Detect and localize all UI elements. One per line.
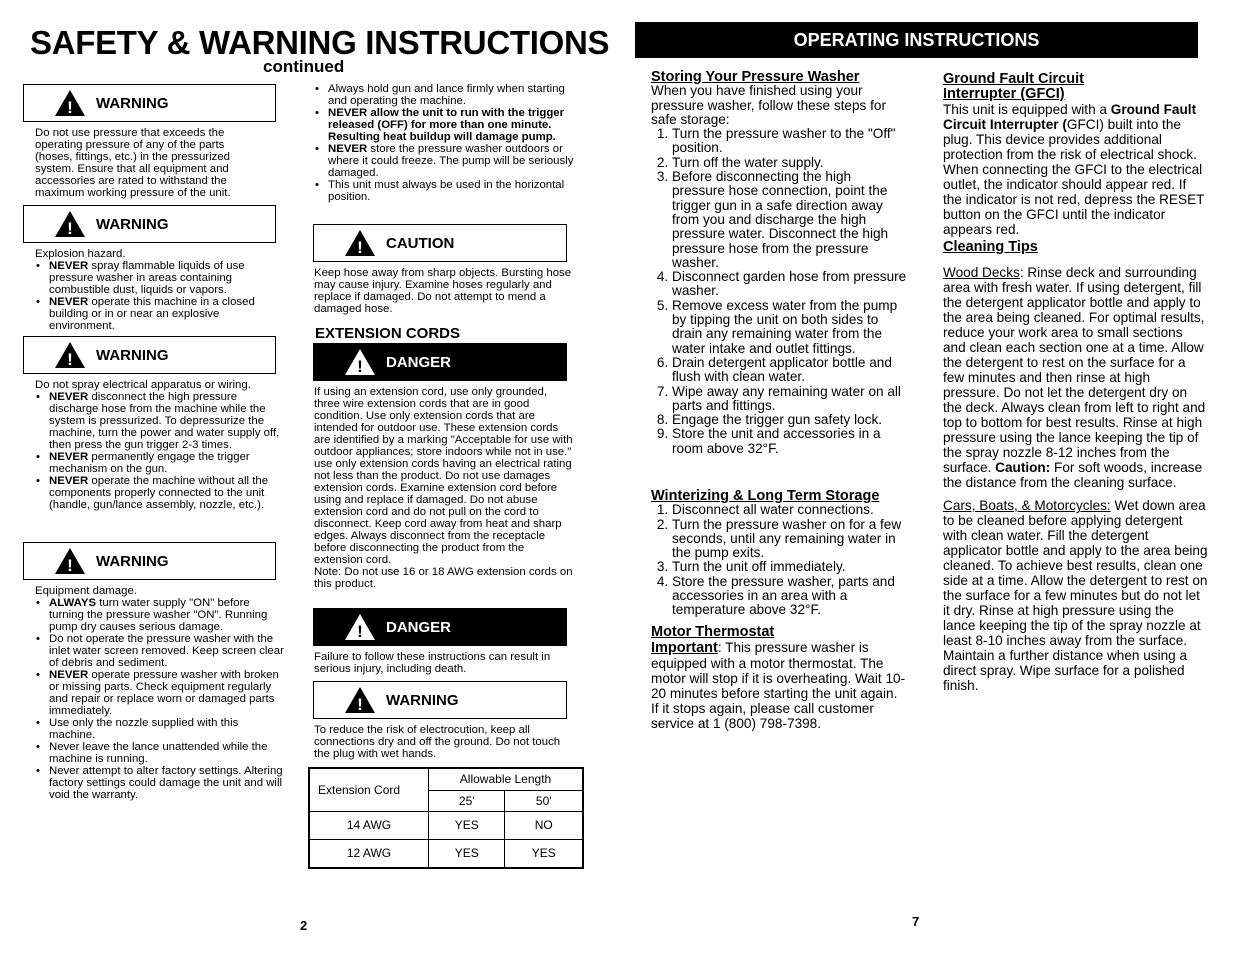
table-header-cord: Extension Cord bbox=[309, 768, 429, 811]
list-item: • Use only the nozzle supplied with this machine. bbox=[49, 717, 285, 741]
caution-box bbox=[313, 224, 567, 262]
list-item: 5. Remove excess water from the pump by tipping the unit on both sides to drain any remaining water from the water intake and outlet fittings. bbox=[672, 299, 907, 356]
warning-triangle-icon bbox=[54, 89, 86, 117]
list-item: 4. Disconnect garden hose from pressure washer. bbox=[672, 270, 907, 299]
table-header-50: 50' bbox=[505, 790, 583, 811]
warning-label: WARNING bbox=[96, 94, 169, 112]
warning-box-3 bbox=[23, 336, 276, 374]
gfci-section: Ground Fault Circuit Interrupter (GFCI) This unit is equipped with a Ground Fault Circuit Interrupter (GFCI) built into the plug. This device provides additional protection from the risk of electrical shock. When connecting the GFCI to the electrical outlet, the indicator should appear red. If the indicator is not red, depress the RESET button on the GFCI until the indicator appears red. bbox=[943, 71, 1205, 237]
list-item: • ALWAYS turn water supply "ON" before turning the pressure washer "ON". Running pump dry causes serious damage. bbox=[49, 597, 285, 633]
warning-triangle-icon bbox=[344, 686, 376, 714]
list-item: • Do not operate the pressure washer with the inlet water screen removed. Keep screen clear of debris and sediment. bbox=[49, 633, 285, 669]
section-heading: Storing Your Pressure Washer bbox=[651, 69, 860, 85]
warning-label: WARNING bbox=[96, 215, 169, 233]
warning-triangle-icon bbox=[344, 613, 376, 641]
list-item: • NEVER operate pressure washer with broken or missing parts. Check equipment regularly and repair or replace worn or damaged parts immediately. bbox=[49, 669, 285, 717]
caution-label: CAUTION bbox=[386, 234, 455, 252]
section-heading: Motor Thermostat bbox=[651, 624, 775, 640]
cleaning-section: Cleaning Tips Wood Decks: Rinse deck and surrounding area with fresh water. If using detergent, fill the detergent applicator bottle and apply to the area being cleaned. For optimal results, reduce your work area to small sections and clean each section one at a time. Allow the detergent to rest on the surface for a few minutes and then rinse at high pressure. Do not let the detergent dry on the deck. Always clean from left to right and top to bottom for best results. Rinse at high pressure using the lance keeping the tip of the spray nozzle 8-12 inches from the surface. Caution: For soft woods, increase the distance from the cleaning surface. Cars, Boats, & Motorcycles: Wet down area to be cleaned before applying detergent with clean water. Fill the detergent applicator bottle and apply to the area being cleaned. To achieve best results, clean one side at a time. Allow the detergent to rest on the surface for a few minutes but do not let it dry. Rinse at high pressure using the lance keeping the tip of the spray nozzle at least 8-10 inches away from the surface. Maintain a further distance when using a direct spray. Wipe surface for a polished finish. bbox=[943, 239, 1208, 693]
list-item: 6. Drain detergent applicator bottle and flush with clean water. bbox=[672, 356, 907, 385]
svg-text:!: ! bbox=[67, 556, 73, 575]
list-item: • NEVER operate this machine in a closed building or in or near an explosive environment. bbox=[49, 296, 280, 332]
list-item: • This unit must always be used in the horizontal position. bbox=[328, 179, 576, 203]
section-heading: Winterizing & Long Term Storage bbox=[651, 488, 880, 504]
warning-label: WARNING bbox=[96, 552, 169, 570]
warning-2-text: Explosion hazard. • NEVER spray flammable liquids of use pressure washer in areas containing combustible dust, liquids or vapors. • NEVER operate this machine in a closed building or in or near an explosive environment. bbox=[35, 248, 280, 332]
page-number-left: 2 bbox=[300, 918, 308, 933]
list-item: 8. Engage the trigger gun safety lock. bbox=[672, 413, 907, 427]
danger-box-1 bbox=[313, 343, 567, 381]
danger-label: DANGER bbox=[386, 353, 452, 371]
list-item: 9. Store the unit and accessories in a room above 32°F. bbox=[672, 427, 907, 456]
warning-box-4 bbox=[23, 542, 276, 580]
svg-text:!: ! bbox=[67, 350, 73, 369]
extension-cords-heading: EXTENSION CORDS bbox=[315, 325, 461, 342]
list-item: 1. Disconnect all water connections. bbox=[672, 503, 907, 517]
list-item: • Always hold gun and lance firmly when starting and operating the machine. bbox=[328, 83, 576, 107]
list-item: 2. Turn the pressure washer on for a few seconds, until any remaining water in the pump exits. bbox=[672, 518, 907, 561]
list-item: 7. Wipe away any remaining water on all parts and fittings. bbox=[672, 385, 907, 414]
warning-1-text: Do not use pressure that exceeds the operating pressure of any of the parts (hoses, fittings, etc.) in the pressurized system. Ensure that all equipment and accessories are rated to withstand the maximum working pressure of the unit. bbox=[35, 127, 231, 199]
motor-section: Motor Thermostat Important: This pressure washer is equipped with a motor thermostat. The motor will stop if it is overheating. Wait 10-20 minutes before starting the unit again. If it stops again, please call customer service at 1 (800) 798-7398. bbox=[651, 624, 906, 731]
svg-text:!: ! bbox=[357, 695, 363, 714]
list-item: 3. Before disconnecting the high pressure hose connection, point the trigger gun in a safe direction away from you and discharge the high pressure water. Disconnect the high pressure hose from the pressure washer. bbox=[672, 170, 907, 270]
extension-cord-table bbox=[308, 767, 584, 869]
list-item: • NEVER disconnect the high pressure discharge hose from the machine while the system is pressurized. To depressurize the machine, turn the power and water supply off, then press the gun trigger 2-3 times. bbox=[49, 391, 285, 451]
storing-section: Storing Your Pressure Washer When you have finished using your pressure washer, follow these steps for safe storage: 1. Turn the pressure washer to the "Off" position. 2. Turn off the water supply. 3. Before disconnecting the high pressure hose connection, point the trigger gun in a safe direction away from you and discharge the high pressure water. Disconnect the high pressure hose from the pressure washer. 4. Disconnect garden hose from pressure washer. 5. Remove excess water from the pump by tipping the unit on both sides to drain any remaining water from the water intake and outlet fittings. 6. Drain detergent applicator bottle and flush with clean water. 7. Wipe away any remaining water on all parts and fittings. 8. Engage the trigger gun safety lock. 9. Store the unit and accessories in a room above 32°F. bbox=[651, 70, 907, 456]
list-item: • Never leave the lance unattended while the machine is running. bbox=[49, 741, 285, 765]
general-safety-list bbox=[314, 83, 576, 203]
operating-instructions-banner: OPERATING INSTRUCTIONS bbox=[635, 22, 1198, 58]
list-item: • NEVER permanently engage the trigger mechanism on the gun. bbox=[49, 451, 285, 475]
warning-box-2 bbox=[23, 205, 276, 243]
table-row: 14 AWG YES NO bbox=[309, 811, 583, 839]
danger-label: DANGER bbox=[386, 618, 452, 636]
list-item: • NEVER spray flammable liquids of use pressure washer in areas containing combustible dust, liquids or vapors. bbox=[49, 260, 280, 296]
warning-triangle-icon bbox=[54, 341, 86, 369]
list-item: • NEVER store the pressure washer outdoors or where it could freeze. The pump will be seriously damaged. bbox=[328, 143, 576, 179]
danger-box-2 bbox=[313, 608, 567, 646]
warning-label: WARNING bbox=[96, 346, 169, 364]
page-title: SAFETY & WARNING INSTRUCTIONS bbox=[30, 24, 610, 61]
list-item: 4. Store the pressure washer, parts and accessories in an area with a temperature above 32°F. bbox=[672, 575, 907, 618]
warning-box-1 bbox=[23, 84, 276, 122]
section-heading: Cleaning Tips bbox=[943, 239, 1038, 255]
warning-triangle-icon bbox=[54, 547, 86, 575]
table-header-length: Allowable Length bbox=[429, 768, 584, 790]
svg-text:!: ! bbox=[357, 622, 363, 641]
svg-text:!: ! bbox=[357, 238, 363, 257]
warning-box-5 bbox=[313, 681, 567, 719]
warning-3-text: Do not spray electrical apparatus or wiring. • NEVER disconnect the high pressure discharge hose from the machine while the system is pressurized. To depressurize the machine, turn the power and water supply off, then press the gun trigger 2-3 times. • NEVER permanently engage the trigger mechanism on the gun. • NEVER operate the machine without all the components properly connected to the unit (handle, gun/lance assembly, nozzle, etc.). bbox=[35, 379, 285, 511]
list-item: 3. Turn the unit off immediately. bbox=[672, 560, 907, 574]
list-item: 1. Turn the pressure washer to the "Off" position. bbox=[672, 127, 907, 156]
svg-text:!: ! bbox=[357, 357, 363, 376]
svg-text:!: ! bbox=[67, 219, 73, 238]
warning-5-text: To reduce the risk of electrocution, keep all connections dry and off the ground. Do not touch the plug with wet hands. bbox=[314, 724, 561, 760]
list-item: • NEVER operate the machine without all the components properly connected to the unit (handle, gun/lance assembly, nozzle, etc.). bbox=[49, 475, 285, 511]
warning-triangle-icon bbox=[54, 210, 86, 238]
warning-triangle-icon bbox=[344, 348, 376, 376]
page-subtitle: continued bbox=[263, 57, 345, 76]
table-row: 12 AWG YES YES bbox=[309, 839, 583, 868]
list-item: • NEVER allow the unit to run with the trigger released (OFF) for more than one minute. Resulting heat buildup will damage pump. bbox=[328, 107, 576, 143]
warning-label: WARNING bbox=[386, 691, 459, 709]
danger-1-text: If using an extension cord, use only grounded, three wire extension cords that are in good condition. Use only extension cords that are intended for outdoor use. These extension cords are identified by a marking "Acceptable for use with outdoor appliances; store indoors while not in use." use only extension cords having an electrical rating not less than the product. Do not use damages extension cords. Examine extension cord before using and replace if damaged. Do not abuse extension cord and do not pull on the cord to disconnect. Keep cord away from heat and sharp edges. Always disconnect from the receptacle before disconnecting the product from the extension cord. Note: Do not use 16 or 18 AWG extension cords on this product. bbox=[314, 386, 573, 590]
svg-text:!: ! bbox=[67, 98, 73, 117]
warning-triangle-icon bbox=[344, 229, 376, 257]
list-item: • Never attempt to alter factory settings. Altering factory settings could damage the unit and will void the warranty. bbox=[49, 765, 285, 801]
table-header-25: 25' bbox=[429, 790, 505, 811]
winterizing-section bbox=[651, 489, 907, 618]
caution-text: Keep hose away from sharp objects. Bursting hose may cause injury. Examine hoses regularly and replace if damaged. Do not attempt to mend a damaged hose. bbox=[314, 267, 572, 315]
list-item: 2. Turn off the water supply. bbox=[672, 156, 907, 170]
warning-4-text: Equipment damage. • ALWAYS turn water supply "ON" before turning the pressure washer "ON". Running pump dry causes serious damage. • Do not operate the pressure washer with the inlet water screen removed. Keep screen clear of debris and sediment. • NEVER operate pressure washer with broken or missing parts. Check equipment regularly and repair or replace worn or damaged parts immediately. • Use only the nozzle supplied with this machine. • Never leave the lance unattended while the machine is running. • Never attempt to alter factory settings. Altering factory settings could damage the unit and will void the warranty. bbox=[35, 585, 285, 801]
danger-2-text: Failure to follow these instructions can result in serious injury, including death. bbox=[314, 651, 551, 675]
page-number-right: 7 bbox=[912, 914, 920, 929]
